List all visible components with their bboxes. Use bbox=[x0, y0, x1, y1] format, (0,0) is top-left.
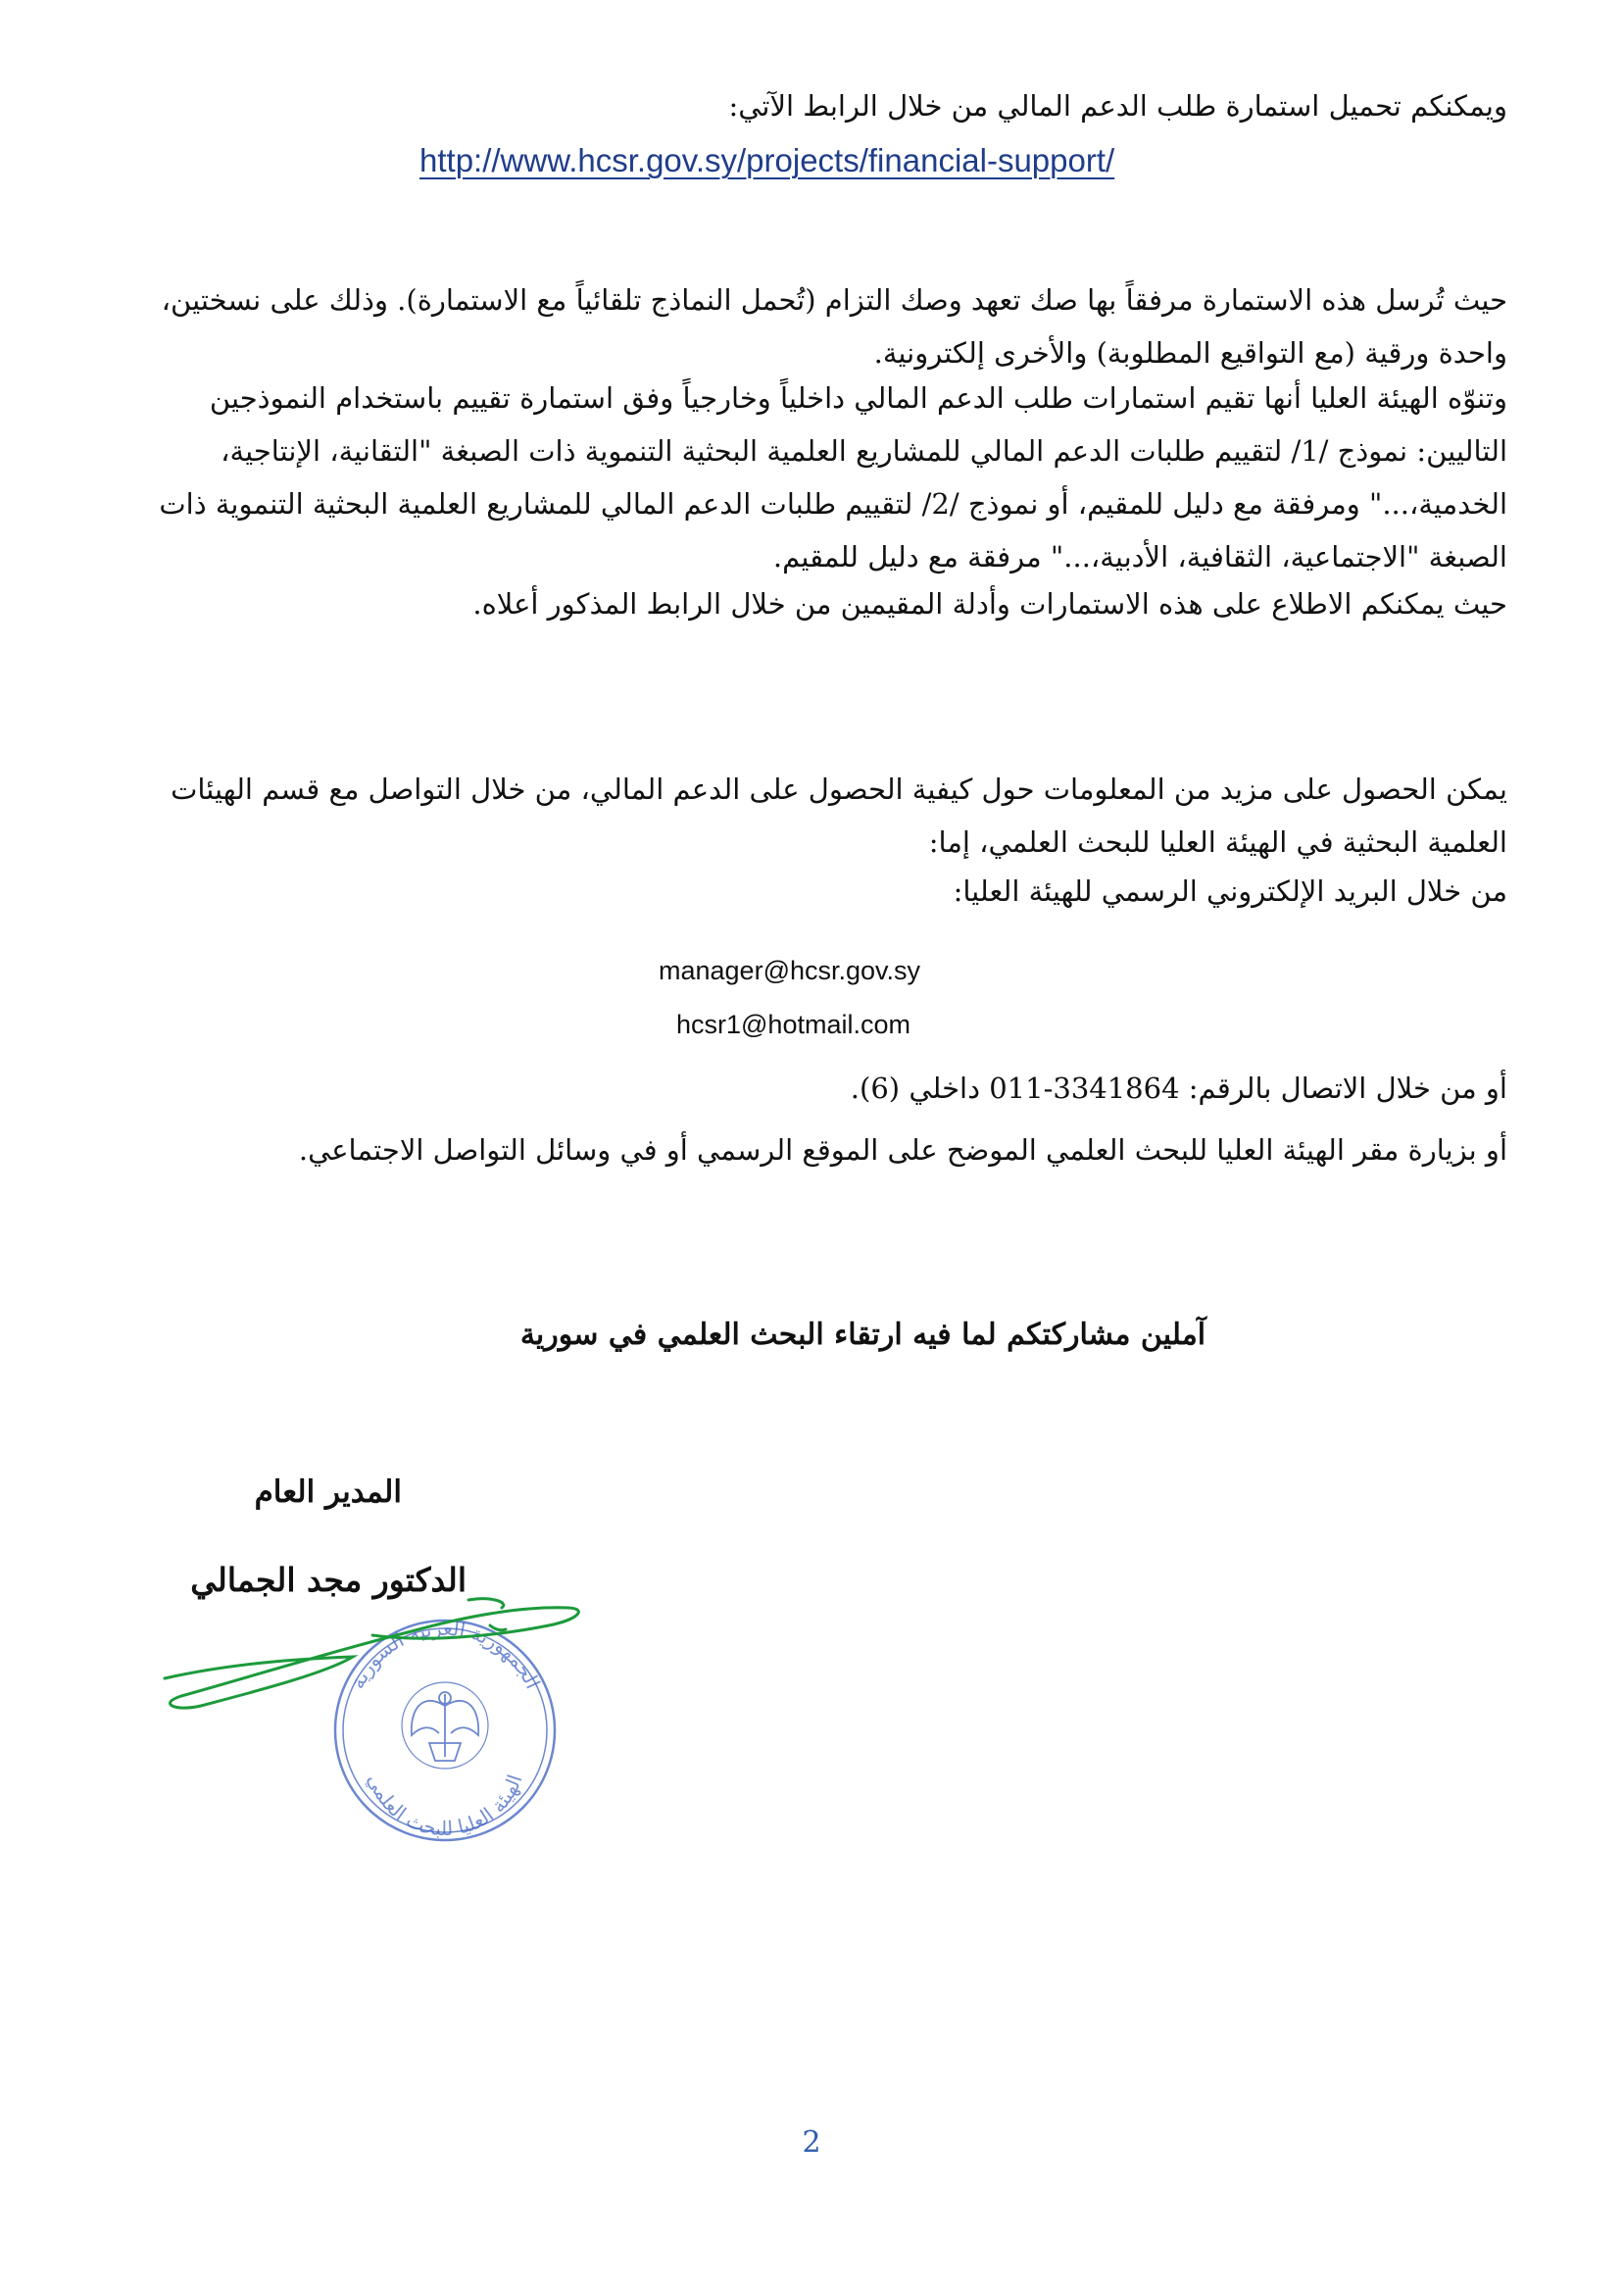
phone-line: أو من خلال الاتصال بالرقم: 3341864-011 داخلي (6). bbox=[850, 1072, 1507, 1105]
paragraph-line: يمكن الحصول على مزيد من المعلومات حول كيفية الحصول على الدعم المالي، من خلال التواصل مع قسم الهيئات bbox=[171, 773, 1507, 806]
position-title: المدير العام bbox=[254, 1474, 402, 1510]
paragraph-line: حيث تُرسل هذه الاستمارة مرفقاً بها صك تعهد وصك التزام (تُحمل النماذج تلقائياً مع الاستمارة). وذلك على نسختين، bbox=[161, 283, 1507, 317]
paragraph-line: التاليين: نموذج /1/ لتقييم طلبات الدعم المالي للمشاريع العلمية البحثية التنموية ذات الصبغة "التقانية، الإنتاجية، bbox=[221, 434, 1507, 468]
paragraph-line: واحدة ورقية (مع التواقيع المطلوبة) والأخرى إلكترونية. bbox=[873, 336, 1507, 370]
signer-name: الدكتور مجد الجمالي bbox=[190, 1561, 467, 1599]
email-manager[interactable]: manager@hcsr.gov.sy bbox=[659, 956, 921, 985]
paragraph-line: الخدمية،..." ومرفقة مع دليل للمقيم، أو نموذج /2/ لتقييم طلبات الدعم المالي للمشاريع العلمية البحثية التنموية ذات bbox=[159, 487, 1507, 521]
closing-statement: آملين مشاركتكم لما فيه ارتقاء البحث العلمي في سورية bbox=[519, 1318, 1206, 1352]
eagle-emblem-icon bbox=[412, 1692, 478, 1761]
paragraph-line: وتنوّه الهيئة العليا أنها تقيم استمارات طلب الدعم المالي داخلياً وخارجياً وفق استمارة تقييم باستخدام النموذجين bbox=[209, 381, 1507, 415]
visit-line: أو بزيارة مقر الهيئة العليا للبحث العلمي الموضح على الموقع الرسمي أو في وسائل التواصل الاجتماعي. bbox=[298, 1133, 1507, 1167]
download-instruction: ويمكنكم تحميل استمارة طلب الدعم المالي من خلال الرابط الآتي: bbox=[728, 89, 1507, 123]
page-number: 2 bbox=[802, 2125, 821, 2160]
stamp-text-top: الجمهورية العربية السورية bbox=[345, 1616, 546, 1693]
email-hotmail[interactable]: hcsr1@hotmail.com bbox=[676, 1010, 910, 1039]
stamp-text-bottom: الهيئة العليا للبحث العلمي bbox=[363, 1771, 527, 1841]
paragraph-line: من خلال البريد الإلكتروني الرسمي للهيئة العليا: bbox=[953, 874, 1507, 908]
financial-support-link[interactable]: http://www.hcsr.gov.sy/projects/financial-support/ bbox=[419, 142, 1115, 178]
paragraph-line: الصبغة "الاجتماعية، الثقافية، الأدبية،..." مرفقة مع دليل للمقيم. bbox=[772, 540, 1507, 574]
paragraph-line: العلمية البحثية في الهيئة العليا للبحث العلمي، إما: bbox=[928, 825, 1507, 859]
paragraph-line: حيث يمكنكم الاطلاع على هذه الاستمارات وأدلة المقيمين من خلال الرابط المذكور أعلاه. bbox=[472, 587, 1507, 621]
